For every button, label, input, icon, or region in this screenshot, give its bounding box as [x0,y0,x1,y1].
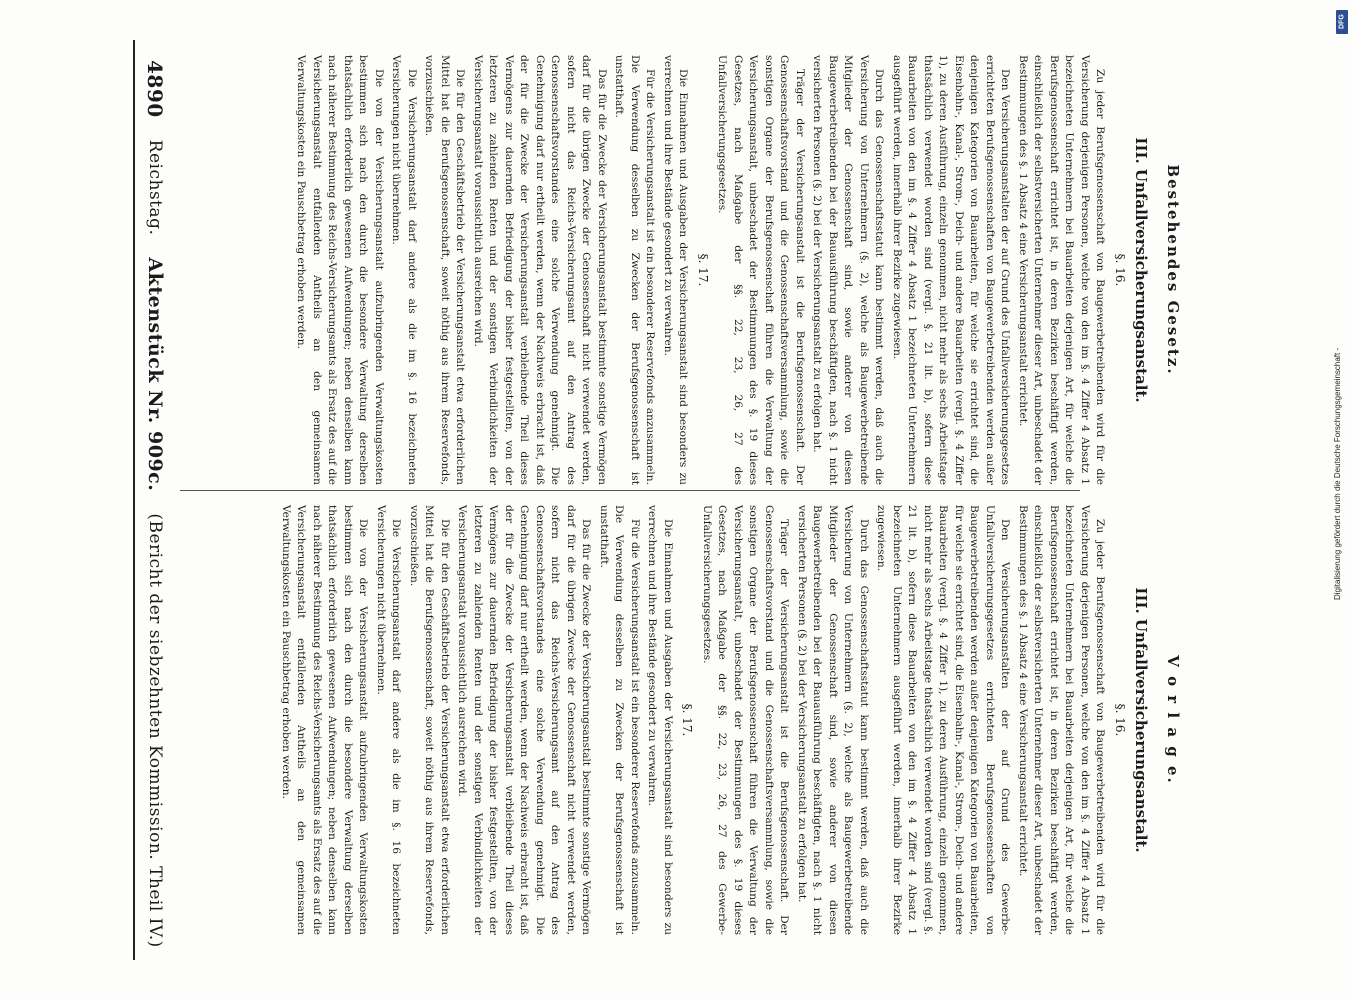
paragraph: Den Versicherungsanstalten der auf Grund des Gewerbe-Unfallversicherungsgesetzes errichteten Berufsgenossenschaften von Baugewerbetreibenden werden außer denjenigen Kategorien von Bauarbeiten, für welche sie errichtet sind, die Eisenbahn-, Kanal-, Strom-, Deich- und andere Bauarbeiten (vergl. §. 4 Ziffer 1), zu deren Ausführung, einzeln genommen, nicht mehr als sechs Arbeitstage thatsächlich verwendet worden sind (vergl. §. 21 lit. b), sofern diese Bauarbeiten von den im §. 4 Ziffer 4 Absatz 1 bezeichneten Unternehmern ausgeführt werden, innerhalb ihrer Bezirke zugewiesen. [875,505,1012,935]
paragraph-mark-16: §. 16. [1113,253,1127,287]
paragraph: Für die Versicherungsanstalt ist ein besonderer Reservefonds anzusammeln. Die Verwendung desselben zu Zwecken der Berufsgenossenschaft ist unstatthaft. [613,55,657,485]
paragraph-mark-16: §. 16. [1113,703,1127,737]
paragraph: Zu jeder Berufsgenossenschaft von Baugewerbetreibenden wird für die Versicherung derjenigen Personen, welche von den im §. 4 Ziffer 4 Absatz 1 bezeichneten Unternehmern bei Bauarbeiten derjenigen Art, für welche die Berufsgenossenschaft errichtet ist, in deren Bezirken beschäftigt werden, einschließlich der selbstversicherten Unternehmer dieser Art, unbeschadet der Bestimmungen des §. 1 Absatz 4 eine Versicherungsanstalt errichtet. [1017,55,1107,485]
paragraph-mark-17: §. 17. [696,253,710,287]
paragraph: Die Einnahmen und Ausgaben der Versicherungsanstalt sind besonders zu verrechnen und ihre Bestände gesondert zu verwahren. [646,505,674,935]
paragraph: Die von der Versicherungsanstalt aufzubringenden Verwaltungskosten bestimmen sich nach den durch die besondere Verwaltung derselben thatsächlich erforderlich gewesenen Aufwendungen; neben denselben kann nach näherer Bestimmung des Reichs-Versicherungsamts als Ersatz des auf die Versicherungsanstalt entfallenden Antheils an den gemeinsamen Verwaltungskosten ein Pauschbetrag erhoben werden. [280,505,370,935]
running-head [135,60,175,960]
paragraph: Durch das Genossenschaftsstatut kann bestimmt werden, daß auch die Versicherung von Unternehmern (§. 2), welche als Baugewerbetreibende Mitglieder der Genossenschaft sind, sowie anderer von diesen Baugewerbetreibenden bei der Bauausführung beschäftigten, nach §. 1 nicht versicherten Personen (§. 2) bei der Versicherungsanstalt zu erfolgen hat. [796,505,870,935]
left-column-existing-law [180,55,1180,485]
dfg-logo-icon: DFG [1336,10,1348,34]
paragraph-mark-17: §. 17. [680,703,695,737]
column-heading: Bestehendes Gesetz. [1164,164,1182,376]
paragraph: Die Versicherungsanstalt darf andere als die im §. 16 bezeichneten Versicherungen nicht übernehmen. [390,55,418,485]
document-page [30,0,1320,1000]
paragraph: Das für die Zwecke der Versicherungsanstalt bestimmte sonstige Vermögen darf für die übrigen Zwecke der Genossenschaft nicht verwendet werden, sofern nicht das Reichs-Versicherungsamt auf den Antrag des Genossenschaftsvorstandes eine solche Verwendung genehmigt. Die Genehmigung darf nur ertheilt werden, wenn der Nachweis erbracht ist, daß der für die Zwecke der Versicherungsanstalt verbleibende Theil dieses Vermögens zur dauernden Befriedigung der bisher festgestellten, von der letzteren zu zahlenden Renten und der sonstigen Verbindlichkeiten der Versicherungsanstalt voraussichtlich ausreichen wird. [456,505,593,935]
paragraph: Den Versicherungsanstalten der auf Grund des Unfallversicherungsgesetzes errichteten Berufsgenossenschaften von Baugewerbetreibenden werden außer denjenigen Kategorien von Bauarbeiten, für welche sie errichtet sind, die Eisenbahn-, Kanal-, Strom-, Deich- und andere Bauarbeiten (vergl. §. 4 Ziffer 1), zu deren Ausführung, einzeln genommen, nicht mehr als sechs Arbeitstage thatsächlich verwendet worden sind (vergl. §. 21 lit. b), sofern diese Bauarbeiten von den im §. 4 Ziffer 4 Absatz 1 bezeichneten Unternehmern ausgeführt werden, innerhalb ihrer Bezirke zugewiesen. [891,55,1012,485]
paragraph: Die für den Geschäftsbetrieb der Versicherungsanstalt etwa erforderlichen Mittel hat die Berufsgenossenschaft, soweit nöthig aus ihrem Reservefonds, vorzuschießen. [423,55,467,485]
paragraph: Die von der Versicherungsanstalt aufzubringenden Verwaltungskosten bestimmen sich nach den durch die besondere Verwaltung derselben thatsächlich erforderlich gewesenen Aufwendungen; neben denselben kann nach näherer Bestimmung des Reichs-Versicherungsamts als Ersatz des auf die Versicherungsanstalt entfallenden Antheils an den gemeinsamen Verwaltungskosten ein Pauschbetrag erhoben werden. [295,55,385,485]
column-heading: V o r l a g e. [1164,655,1182,785]
page-number: 4890 [143,60,167,118]
paragraph: Träger der Versicherungsanstalt ist die Berufsgenossenschaft. Der Genossenschaftsvorstand und die Genossenschaftsversammlung, sowie die sonstigen Organe der Berufsgenossenschaft führen die Verwaltung der Versicherungsanstalt, unbeschadet der Bestimmungen des §. 19 dieses Gesetzes, nach Maßgabe der §§. 22, 23, 26, 27 des Unfallversicherungsgesetzes. [716,55,806,485]
paragraph: Zu jeder Berufsgenossenschaft von Baugewerbetreibenden wird für die Versicherung derjenigen Personen, welche von den im §. 4 Ziffer 4 Absatz 1 bezeichneten Unternehmern bei Bauarbeiten derjenigen Art, für welche die Berufsgenossenschaft errichtet ist, in deren Bezirken beschäftigt werden, einschließlich der selbstversicherten Unternehmer dieser Art, unbeschadet der Bestimmungen des §. 1 Absatz 4 eine Versicherungsanstalt errichtet. [1017,505,1107,935]
report-title: (Bericht der siebzehnten Kommission. Theil IV.) [145,513,165,948]
right-column-proposal [180,505,1180,935]
header-rule [133,40,135,960]
paragraph: Träger der Versicherungsanstalt ist die Berufsgenossenschaft. Der Genossenschaftsvorstand und die Genossenschaftsversammlung, sowie die sonstigen Organe der Berufsgenossenschaft führen die Verwaltung der Versicherungsanstalt, unbeschadet der Bestimmungen des §. 19 dieses Gesetzes, nach Maßgabe der §§. 22, 23, 26, 27 des Gewerbe-Unfallversicherungsgesetzes. [701,505,791,935]
digitization-note: Digitalisierung gefördert durch die Deutsche Forschungsgemeinschaft - [1333,347,1342,600]
section-title: III. Unfallversicherungsanstalt. [1132,137,1151,403]
section-title: III. Unfallversicherungsanstalt. [1132,587,1151,853]
paragraph: Die für den Geschäftsbetrieb der Versicherungsanstalt etwa erforderlichen Mittel hat die Berufsgenossenschaft, soweit nöthig aus ihrem Reservefonds, vorzuschießen. [408,505,451,935]
column-divider [180,490,1080,491]
paragraph: Die Einnahmen und Ausgaben der Versicherungsanstalt sind besonders zu verrechnen und ihre Bestände gesondert zu verwahren. [662,55,690,485]
paragraph: Das für die Zwecke der Versicherungsanstalt bestimmte sonstige Vermögen darf für die übrigen Zwecke der Genossenschaft nicht verwendet werden, sofern nicht das Reichs-Versicherungsamt auf den Antrag des Genossenschaftsvorstandes eine solche Verwendung genehmigt. Die Genehmigung darf nur ertheilt werden, wenn der Nachweis erbracht ist, daß der für die Zwecke der Versicherungsanstalt verbleibende Theil dieses Vermögens zur dauernden Befriedigung der bisher festgestellten, von der letzteren zu zahlenden Renten und der sonstigen Verbindlichkeiten der Versicherungsanstalt voraussichtlich ausreichen wird. [472,55,608,485]
document-number: Aktenstück Nr. 909c. [144,257,166,492]
paragraph: Durch das Genossenschaftsstatut kann bestimmt werden, daß auch die Versicherung von Unternehmern (§. 2), welche als Baugewerbetreibende Mitglieder der Genossenschaft sind, sowie anderer von diesen Baugewerbetreibenden bei der Bauausführung beschäftigten, nach §. 1 nicht versicherten Personen (§. 2) bei der Versicherungsanstalt zu erfolgen hat. [811,55,886,485]
paragraph: Die Versicherungsanstalt darf andere als die im §. 16 bezeichneten Versicherungen nicht übernehmen. [375,505,403,935]
paragraph: Für die Versicherungsanstalt ist ein besonderer Reservefonds anzusammeln. Die Verwendung desselben zu Zwecken der Berufsgenossenschaft ist unstatthaft. [598,505,641,935]
reichstag-label: Reichstag. [145,139,165,236]
